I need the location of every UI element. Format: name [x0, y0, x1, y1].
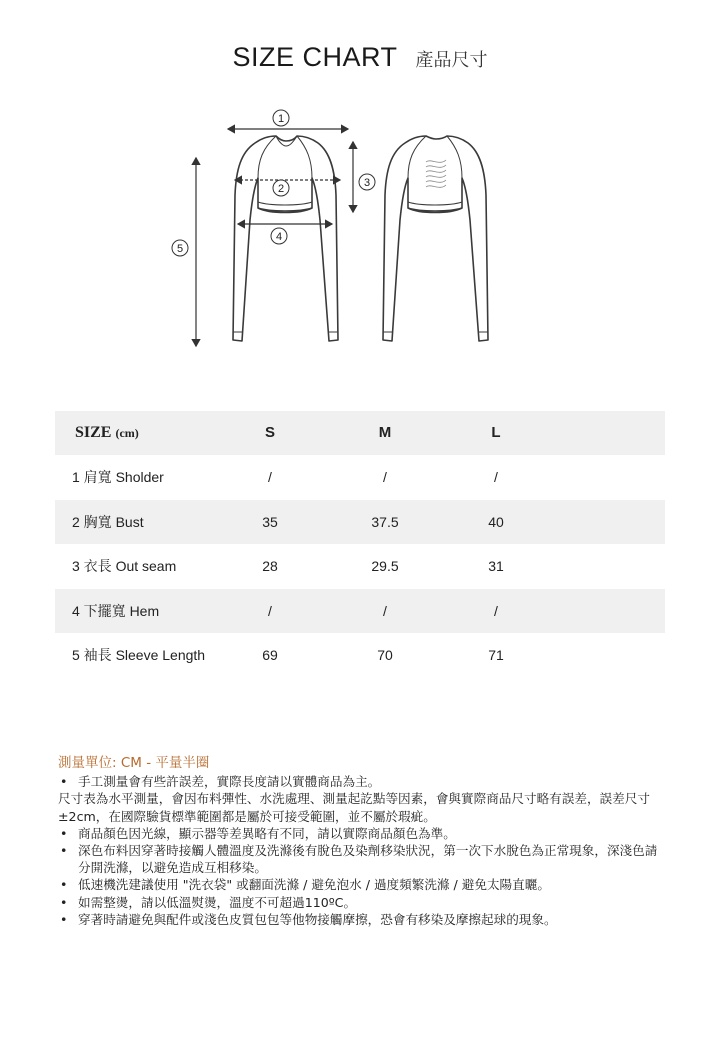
- row-label: 1 肩寬 Sholder: [72, 469, 164, 486]
- note-item: • 深色布料因穿著時接觸人體溫度及洗滌後有脫色及染劑移染狀況，第一次下水脫色為正常現象，深淺色請分開洗滌，以避免造成互相移染。: [58, 842, 658, 876]
- cell: 29.5: [371, 558, 399, 575]
- cell: /: [383, 602, 387, 619]
- label-3: 3: [363, 177, 371, 189]
- size-header: [75, 411, 139, 455]
- table-row: [55, 544, 665, 588]
- title-zh: 產品尺寸: [415, 50, 488, 71]
- col-l: L: [491, 424, 501, 441]
- label-2: 2: [277, 183, 285, 195]
- garment-diagram: [160, 100, 560, 360]
- note-item: • 手工測量會有些許誤差，實際長度請以實體商品為主。: [58, 773, 658, 790]
- unit-label: (cm): [115, 426, 139, 440]
- note-item: 尺寸表為水平測量，會因布料彈性、水洗處理、測量起訖點等因素，會與實際商品尺寸略有誤差，誤差尺寸±2cm，在國際驗貨標準範圍都是屬於可接受範圍，並不屬於瑕疵。: [58, 791, 650, 824]
- notes-heading: 測量單位: CM - 平量半圈: [58, 755, 210, 771]
- row-label: 2 胸寬 Bust: [72, 513, 144, 530]
- label-5: 5: [176, 243, 184, 255]
- cell: /: [494, 602, 498, 619]
- cell: 35: [262, 513, 278, 530]
- cell: 71: [488, 646, 504, 663]
- table-row: [55, 500, 665, 544]
- cell: 70: [377, 646, 393, 663]
- table-row: [55, 589, 665, 633]
- cell: 28: [262, 558, 278, 575]
- row-label: 5 袖長 Sleeve Length: [72, 646, 206, 663]
- cell: /: [494, 469, 498, 486]
- label-1: 1: [277, 113, 285, 125]
- table-header-row: [55, 411, 665, 455]
- row-label: 3 衣長 Out seam: [72, 558, 177, 575]
- cell: /: [268, 469, 272, 486]
- note-item: • 低速機洗建議使用 "洗衣袋" 或翻面洗滌 / 避免泡水 / 過度頻繁洗滌 / 避免太陽直曬。: [58, 876, 658, 893]
- col-s: S: [264, 424, 275, 441]
- row-label: 4 下擺寬 Hem: [72, 602, 160, 619]
- back-view: [383, 136, 488, 341]
- table-row: [55, 455, 665, 499]
- note-item: • 如需整燙，請以低溫熨燙，溫度不可超過110ºC。: [58, 894, 658, 911]
- cell: /: [268, 602, 272, 619]
- cell: 37.5: [371, 513, 399, 530]
- size-label: SIZE: [75, 424, 112, 441]
- label-4: 4: [275, 231, 283, 243]
- note-item: • 穿著時請避免與配件或淺色皮質包包等他物接觸摩擦，恐會有移染及摩擦起球的現象。: [58, 911, 658, 928]
- cell: 69: [262, 646, 278, 663]
- table-row: [55, 633, 665, 677]
- col-m: M: [378, 424, 392, 441]
- title-en: SIZE CHART: [232, 42, 398, 72]
- care-notes: [58, 755, 658, 928]
- page-title: [0, 42, 720, 73]
- note-item: • 商品顏色因光線，顯示器等差異略有不同，請以實際商品顏色為準。: [58, 825, 658, 842]
- cell: 40: [488, 513, 504, 530]
- cell: /: [383, 469, 387, 486]
- cell: 31: [488, 558, 504, 575]
- size-table: [55, 411, 665, 677]
